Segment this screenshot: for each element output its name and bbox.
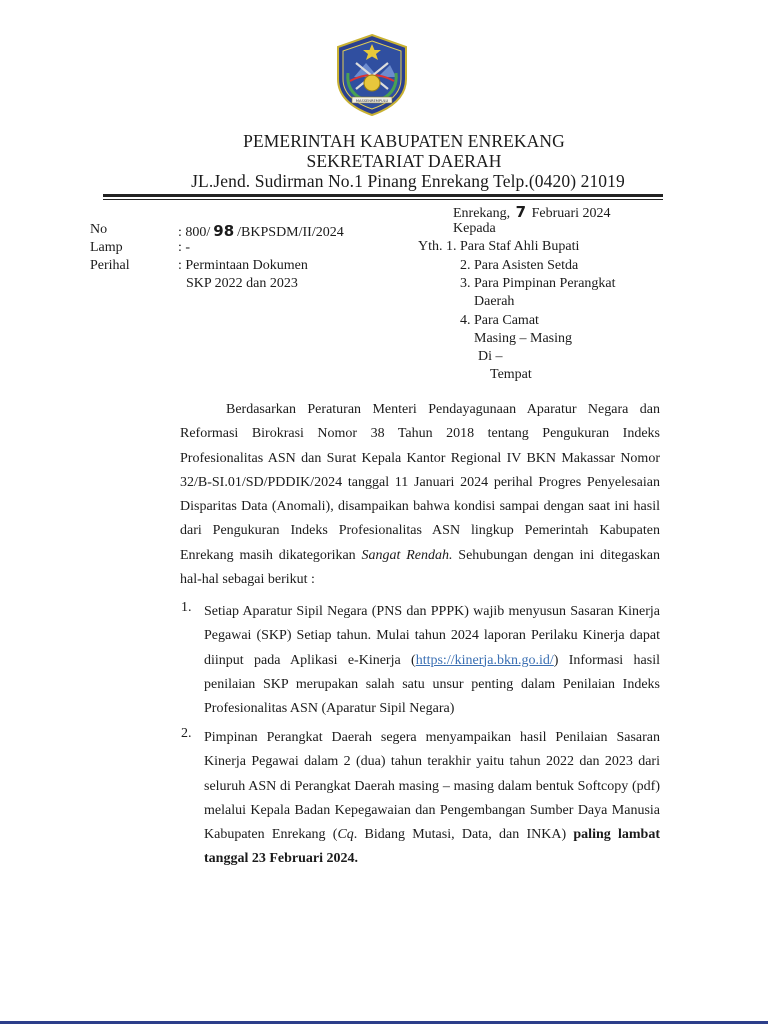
letter-number xyxy=(178,222,344,241)
list-item-1-number: 1. xyxy=(181,600,192,615)
paragraph-1-text: Berdasarkan Peraturan Menteri Pendayagunaan Aparatur Negara dan Reformasi Birokrasi Nomor 38 Tahun 2018 tentang Pengukuran Indeks Profesionalitas ASN dan Surat Kepala Kantor Regional IV BKN Makassar Nomor 32/B-SI.01/SD/PDDIK/2024 tanggal 11 Januari 2024 perihal Progres Penyelesaian Disparitas Data (Anomali), disampaikan bahwa kondisi sampai dengan saat ini hasil dari Pengukuran Indeks Profesionalitas ASN lingkup Pemerintah Kabupaten Enrekang masih dikategorikan xyxy=(180,402,660,563)
kepada-label: Kepada xyxy=(453,221,496,236)
date-handwritten-day: 7 xyxy=(515,203,527,221)
crest-motto: MASSENREMPULU xyxy=(355,98,389,103)
recipient-di: Di – xyxy=(478,349,503,364)
lamp-label: Lamp xyxy=(90,240,123,255)
list-item-1-tail: ) Informasi hasil penilaian SKP merupakan salah satu unsur penting dalam Penilaian Indeks Profesionalitas ASN (Aparatur Sipil Negara) xyxy=(204,652,660,717)
paragraph-1-tail: Sehubungan dengan ini ditegaskan hal-hal sebagai berikut : xyxy=(180,547,661,588)
list-item-2-number: 2. xyxy=(181,726,192,741)
letter-number-handwritten: 98 xyxy=(213,222,235,240)
list-item-1 xyxy=(204,600,660,721)
deadline-text: paling lambat tanggal 23 Februari 2024. xyxy=(204,827,660,867)
recipient-3-line-2: Daerah xyxy=(474,294,515,309)
paragraph-1-italic: Sangat Rendah. xyxy=(361,547,453,563)
list-item-2-italic: Cq xyxy=(337,827,354,843)
letterhead-rule-thick xyxy=(103,194,663,197)
perihal-line-1: : Permintaan Dokumen xyxy=(178,258,308,273)
perihal-label: Perihal xyxy=(90,258,130,273)
body-paragraph-1 xyxy=(180,398,660,592)
recipient-tempat: Tempat xyxy=(490,367,532,382)
recipient-2: 2. Para Asisten Setda xyxy=(460,258,579,273)
list-item-2-text: Pimpinan Perangkat Daerah segera menyampaikan hasil Penilaian Sasaran Kinerja Pegawai dalam 2 (dua) tahun terakhir yaitu tahun 2022 dan 2023 dari seluruh ASN di Perangkat Daerah masing – masing dalam bentuk Softcopy (pdf) melalui Kepala Badan Kepegawaian dan Pengembangan Sumber Daya Manusia Kabupaten Enrekang ( xyxy=(204,730,660,843)
perihal-line-2: SKP 2022 dan 2023 xyxy=(186,276,298,291)
letter-number-suffix: /BKPSDM/II/2024 xyxy=(237,225,344,240)
lamp-value: : - xyxy=(178,240,191,255)
recipient-4-line-1: 4. Para Camat xyxy=(460,313,539,328)
list-item-2-mid: . Bidang Mutasi, Data, dan INKA) xyxy=(353,827,574,843)
ekinerja-link[interactable]: https://kinerja.bkn.go.id/ xyxy=(415,652,554,668)
letterhead-government: PEMERINTAH KABUPATEN ENREKANG xyxy=(243,131,565,151)
recipient-1: Yth. 1. Para Staf Ahli Bupati xyxy=(418,239,580,254)
list-item-1-text: Setiap Aparatur Sipil Negara (PNS dan PPPK) wajib menyusun Sasaran Kinerja Pegawai (SKP) Setiap tahun. Mulai tahun 2024 laporan Perilaku Kinerja dapat diinput pada Aplikasi e-Kinerja ( xyxy=(204,604,660,668)
list-item-2 xyxy=(204,726,660,872)
date-prefix: Enrekang, xyxy=(453,206,511,221)
recipient-3-line-1: 3. Para Pimpinan Perangkat xyxy=(460,276,616,291)
regency-crest-logo xyxy=(332,33,412,117)
no-label: No xyxy=(90,222,108,237)
recipient-4-line-2: Masing – Masing xyxy=(474,331,572,346)
letterhead-office: SEKRETARIAT DAERAH xyxy=(306,151,502,171)
letter-date xyxy=(453,203,611,222)
letter-number-prefix: : 800/ xyxy=(178,225,211,240)
letterhead-address: JL.Jend. Sudirman No.1 Pinang Enrekang Telp.(0420) 21019 xyxy=(191,171,625,191)
date-suffix: Februari 2024 xyxy=(531,206,611,221)
letterhead-rule-thin xyxy=(103,199,663,200)
